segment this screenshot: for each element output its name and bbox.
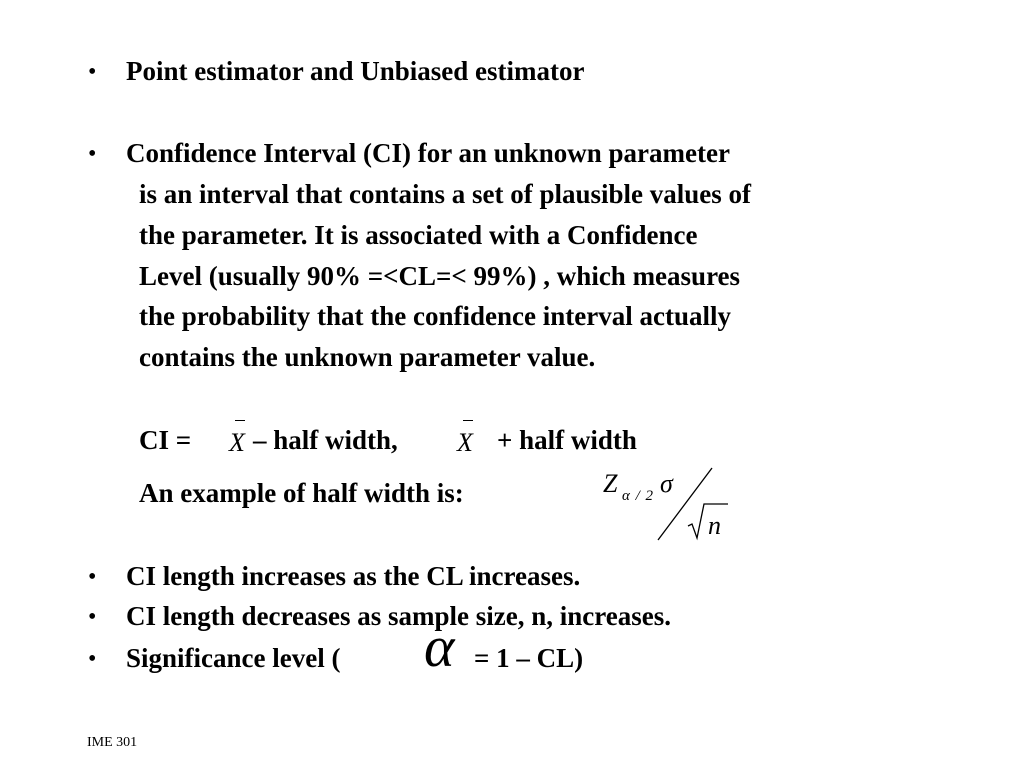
bullet-significance-equation: = 1 – CL) xyxy=(474,643,584,673)
fraction-slash-and-radical xyxy=(650,460,740,550)
bullet-dot-5: • xyxy=(88,646,97,672)
xbar-letter: X xyxy=(229,428,245,457)
footer-course-code: IME 301 xyxy=(87,735,138,750)
ci-plus-half-width: + half width xyxy=(497,425,637,455)
bullet-dot-2: • xyxy=(88,141,97,167)
bullet-dot-4: • xyxy=(88,604,97,630)
ci-minus-half-width: – half width, xyxy=(253,425,398,455)
alpha-symbol: α xyxy=(424,614,455,679)
bullet-ci-length-increases: CI length increases as the CL increases. xyxy=(126,561,581,591)
bullet-ci-definition-line-6: contains the unknown parameter value. xyxy=(139,342,596,372)
bullet-ci-definition-line-4: Level (usually 90% =<CL=< 99%) , which measures xyxy=(139,261,741,291)
ci-prefix: CI = xyxy=(139,425,192,455)
bullet-ci-definition-line-5: the probability that the confidence interval actually xyxy=(139,301,731,331)
bullet-dot-3: • xyxy=(88,564,97,590)
bullet-point-estimator: Point estimator and Unbiased estimator xyxy=(126,56,585,86)
z-symbol: Z xyxy=(603,469,618,498)
xbar-letter: X xyxy=(457,428,473,457)
bullet-dot-1: • xyxy=(88,59,97,85)
bullet-significance-level: Significance level ( xyxy=(126,643,341,673)
bullet-ci-length-decreases: CI length decreases as sample size, n, increases. xyxy=(126,601,671,631)
bullet-ci-definition-line-3: the parameter. It is associated with a Confidence xyxy=(139,220,698,250)
sigma-symbol: σ xyxy=(660,469,673,498)
bullet-ci-definition-line-2: is an interval that contains a set of plausible values of xyxy=(139,179,752,209)
bullet-ci-definition-line-1: Confidence Interval (CI) for an unknown parameter xyxy=(126,138,730,168)
half-width-example-label: An example of half width is: xyxy=(139,478,464,508)
n-symbol: n xyxy=(708,511,721,540)
alpha-over-2-subscript: α / 2 xyxy=(622,488,655,504)
